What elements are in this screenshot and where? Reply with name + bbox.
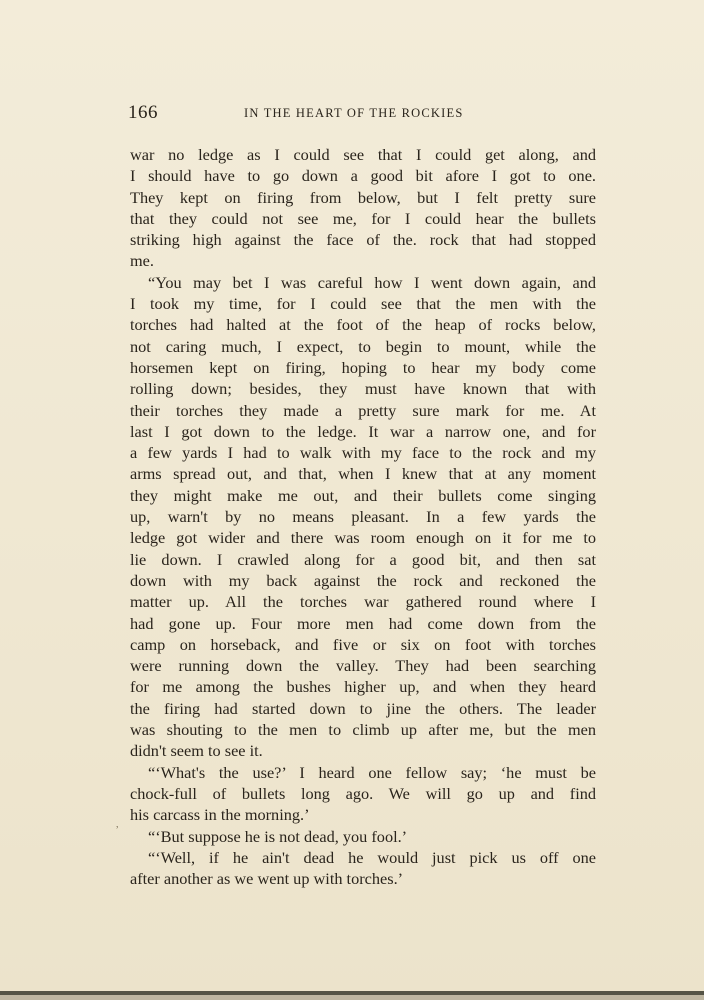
text-line: arms spread out, and that, when I knew that at any moment: [130, 464, 596, 484]
text-line: They kept on firing from below, but I felt pretty sure: [130, 187, 596, 207]
text-line: torches had halted at the foot of the heap of rocks below,: [130, 315, 596, 335]
text-line: I should have to go down a good bit afore I got to one.: [130, 166, 596, 186]
text-line: a few yards I had to walk with my face to the rock and my: [130, 443, 596, 463]
page-bottom-edge: [0, 995, 704, 1000]
text-line: camp on horseback, and five or six on foot with torches: [130, 634, 596, 654]
text-line: for me among the bushes higher up, and when they heard: [130, 677, 596, 697]
text-line: their torches they made a pretty sure mark for me. At: [130, 400, 596, 420]
text-line: lie down. I crawled along for a good bit, and then sat: [130, 549, 596, 569]
text-line: up, warn't by no means pleasant. In a few yards the: [130, 507, 596, 527]
text-line: last I got down to the ledge. It war a narrow one, and for: [130, 421, 596, 441]
page-header: [128, 102, 596, 126]
text-line: was shouting to the men to climb up after me, but the men: [130, 720, 596, 740]
text-line: were running down the valley. They had been searching: [130, 656, 596, 676]
text-line: rolling down; besides, they must have known that with: [130, 379, 596, 399]
text-line: the firing had started down to jine the others. The leader: [130, 698, 596, 718]
text-line: “‘Well, if he ain't dead he would just pick us off one: [148, 847, 596, 867]
text-line: down with my back against the rock and reckoned the: [130, 570, 596, 590]
text-line: horsemen kept on firing, hoping to hear my body come: [130, 357, 596, 377]
text-line: not caring much, I expect, to begin to mount, while the: [130, 336, 596, 356]
stray-mark: ,: [116, 819, 119, 830]
text-line: ledge got wider and there was room enough on it for me to: [130, 528, 596, 548]
text-line: that they could not see me, for I could hear the bullets: [130, 208, 596, 228]
text-line: war no ledge as I could see that I could get along, and: [130, 145, 596, 164]
text-line: had gone up. Four more men had come down from the: [130, 613, 596, 633]
text-line: “‘But suppose he is not dead, you fool.’: [148, 826, 408, 846]
text-line: me.: [130, 251, 154, 271]
text-line: chock-full of bullets long ago. We will go up and find: [130, 783, 596, 803]
text-line: “‘What's the use?’ I heard one fellow say; ‘he must be: [148, 762, 596, 782]
text-line: matter up. All the torches war gathered round where I: [130, 592, 596, 612]
text-line: his carcass in the morning.’: [130, 805, 310, 825]
text-line: after another as we went up with torches.’: [130, 869, 404, 889]
text-line: they might make me out, and their bullets come singing: [130, 485, 596, 505]
text-line: didn't seem to see it.: [130, 741, 263, 761]
page-number: 166: [128, 102, 158, 123]
text-line: I took my time, for I could see that the men with the: [130, 294, 596, 314]
text-line: “You may bet I was careful how I went down again, and: [148, 272, 596, 292]
text-line: striking high against the face of the. rock that had stopped: [130, 230, 596, 250]
running-head: IN THE HEART OF THE ROCKIES: [244, 106, 464, 120]
body-text: [130, 144, 596, 889]
